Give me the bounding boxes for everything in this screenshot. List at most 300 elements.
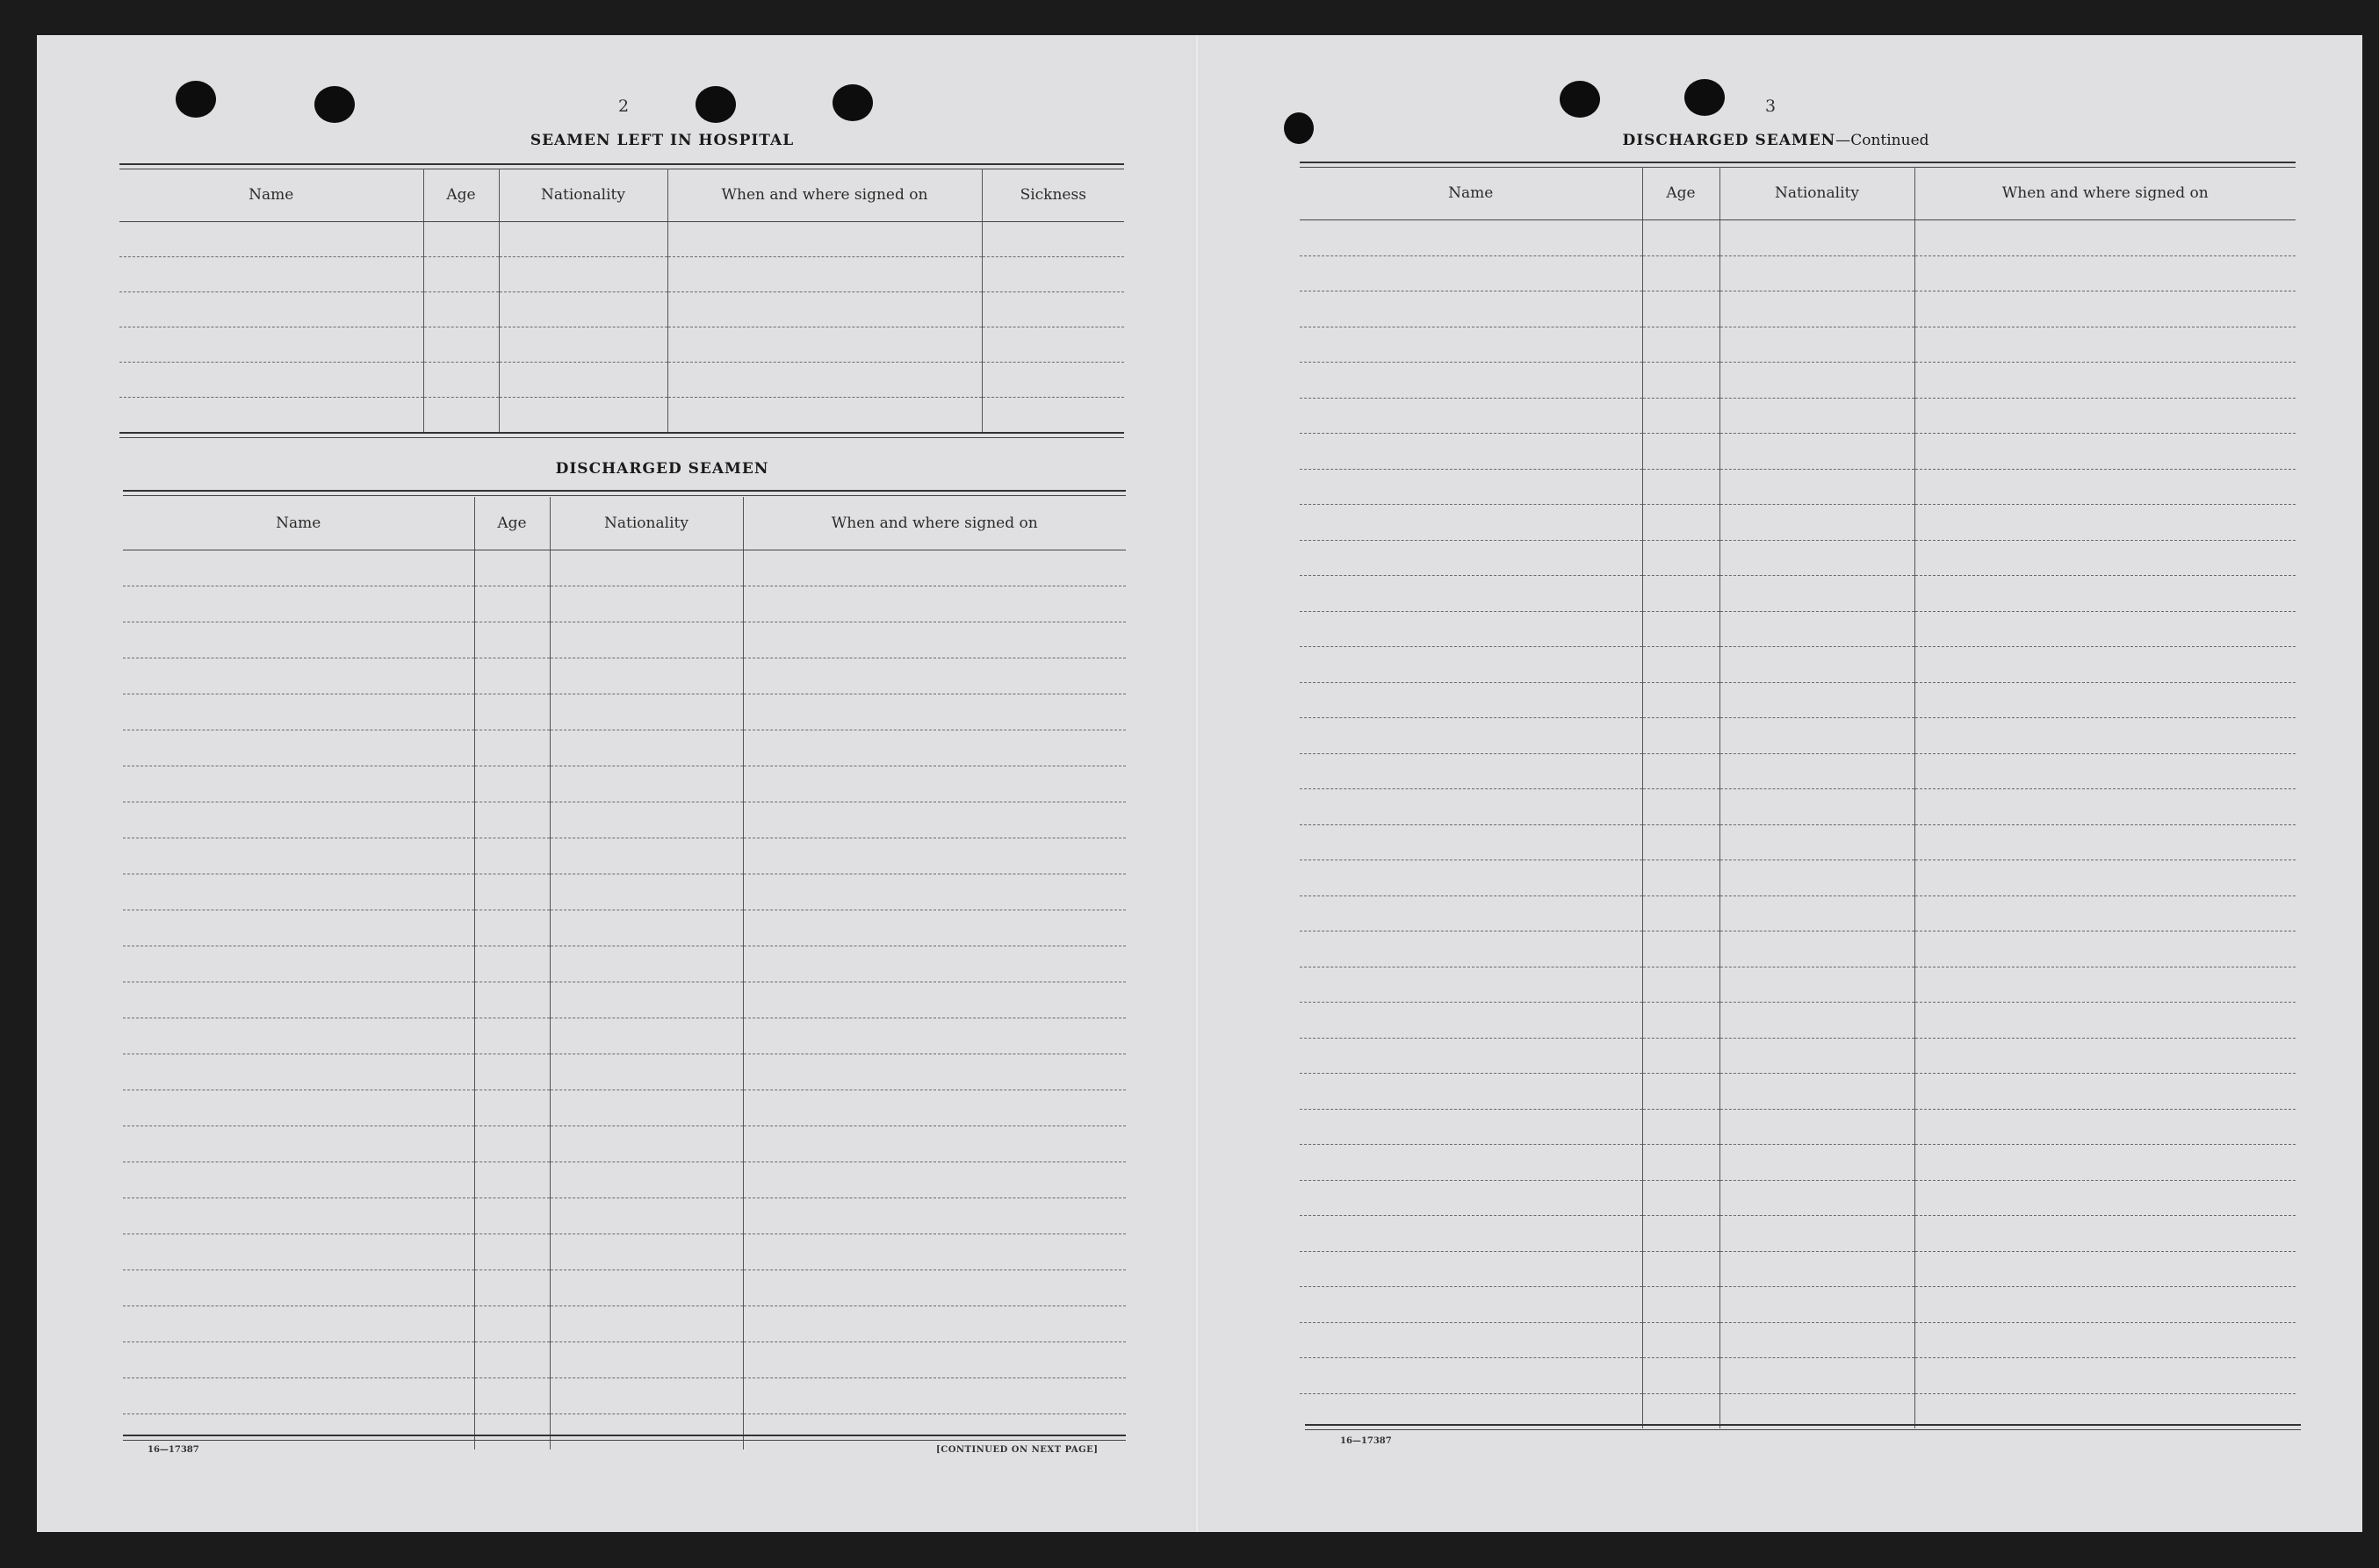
table-cell (1642, 1074, 1719, 1110)
table-cell (1914, 647, 2296, 683)
table-cell (1300, 931, 1642, 967)
table-cell (1719, 967, 1914, 1003)
table-cell (1914, 1251, 2296, 1287)
table-row (119, 398, 1124, 433)
discharged-right-table (1300, 167, 2296, 1428)
table-cell (1300, 1322, 1642, 1358)
table-cell (123, 838, 474, 874)
table-cell (119, 327, 423, 363)
table-cell (1914, 611, 2296, 647)
table-cell (1719, 1074, 1914, 1110)
table-cell (1719, 647, 1914, 683)
table-row (123, 1198, 1126, 1234)
table-cell (1300, 718, 1642, 754)
table-cell (667, 398, 982, 433)
footer-rule (123, 1440, 1126, 1441)
table-cell (1300, 1109, 1642, 1145)
table-cell (423, 363, 499, 398)
table-cell (1914, 931, 2296, 967)
table-row (123, 1270, 1126, 1306)
table-cell (1914, 789, 2296, 825)
column-header: Name (119, 169, 423, 222)
table-row (123, 946, 1126, 982)
table-cell (123, 1018, 474, 1054)
table-cell (119, 292, 423, 327)
table-cell (474, 658, 550, 694)
table-row (123, 1234, 1126, 1270)
column-header: Age (1642, 167, 1719, 220)
table-cell (1642, 1393, 1719, 1428)
table-cell (982, 398, 1124, 433)
table-cell (1914, 327, 2296, 363)
table-cell (1300, 363, 1642, 399)
section-rule (119, 437, 1124, 438)
table-cell (1719, 576, 1914, 612)
table-cell (1300, 1145, 1642, 1181)
table-cell (474, 1162, 550, 1198)
table-cell (743, 1090, 1126, 1126)
table-cell (1642, 220, 1719, 256)
table-cell (123, 658, 474, 694)
table-cell (123, 1126, 474, 1162)
table-cell (1719, 1180, 1914, 1216)
table-row (1300, 718, 2296, 754)
table-cell (1300, 540, 1642, 576)
table-cell (743, 838, 1126, 874)
table-cell (474, 550, 550, 586)
table-cell (1719, 469, 1914, 505)
table-cell (982, 327, 1124, 363)
table-cell (743, 874, 1126, 910)
section-rule (119, 432, 1124, 434)
table-cell (123, 730, 474, 766)
table-row (1300, 1216, 2296, 1252)
table-cell (474, 1270, 550, 1306)
table-cell (474, 766, 550, 802)
table-cell (123, 622, 474, 658)
table-cell (743, 1162, 1126, 1198)
table-cell (1914, 1393, 2296, 1428)
table-row (119, 222, 1124, 257)
table-cell (1642, 363, 1719, 399)
table-row (1300, 931, 2296, 967)
table-cell (1719, 1322, 1914, 1358)
hospital-section-title: SEAMEN LEFT IN HOSPITAL (530, 132, 795, 149)
table-cell (1914, 1003, 2296, 1039)
table-row (1300, 1287, 2296, 1323)
table-cell (1719, 291, 1914, 327)
table-row (1300, 1322, 2296, 1358)
left-page (37, 35, 1194, 1532)
table-cell (123, 874, 474, 910)
table-cell (1914, 860, 2296, 896)
table-cell (1914, 1109, 2296, 1145)
header-rule (119, 163, 1124, 165)
table-cell (1914, 469, 2296, 505)
punch-hole (176, 81, 216, 118)
table-cell (743, 1018, 1126, 1054)
table-cell (1642, 255, 1719, 291)
table-cell (119, 398, 423, 433)
table-cell (1719, 505, 1914, 541)
table-cell (1300, 576, 1642, 612)
table-cell (743, 982, 1126, 1018)
table-cell (1719, 1251, 1914, 1287)
table-cell (119, 222, 423, 257)
table-cell (550, 694, 743, 730)
table-cell (1642, 1322, 1719, 1358)
table-cell (123, 1234, 474, 1270)
table-cell (550, 730, 743, 766)
table-cell (1719, 434, 1914, 470)
table-cell (1300, 1180, 1642, 1216)
table-cell (1719, 398, 1914, 434)
table-cell (1300, 398, 1642, 434)
punch-hole (1684, 79, 1725, 116)
table-cell (1914, 1358, 2296, 1394)
table-cell (1642, 291, 1719, 327)
table-cell (1642, 789, 1719, 825)
table-cell (474, 1378, 550, 1414)
table-cell (499, 257, 667, 292)
table-cell (1719, 1109, 1914, 1145)
table-cell (123, 550, 474, 586)
title-text: DISCHARGED SEAMEN (1622, 132, 1836, 149)
table-row (123, 1414, 1126, 1450)
table-cell (1719, 220, 1914, 256)
table-cell (1719, 1003, 1914, 1039)
table-cell (1642, 647, 1719, 683)
table-cell (743, 1126, 1126, 1162)
table-cell (1300, 505, 1642, 541)
table-row (1300, 1038, 2296, 1074)
table-row (1300, 363, 2296, 399)
table-cell (1719, 682, 1914, 718)
table-cell (1719, 327, 1914, 363)
table-row (1300, 469, 2296, 505)
table-row (123, 1018, 1126, 1054)
table-row (123, 1162, 1126, 1198)
table-cell (474, 1342, 550, 1378)
table-row (119, 363, 1124, 398)
table-cell (667, 327, 982, 363)
table-cell (1642, 718, 1719, 754)
table-cell (123, 1342, 474, 1378)
table-cell (1300, 434, 1642, 470)
table-cell (123, 1270, 474, 1306)
table-row (1300, 1145, 2296, 1181)
table-cell (499, 292, 667, 327)
table-cell (667, 363, 982, 398)
table-row (123, 802, 1126, 838)
table-row (123, 730, 1126, 766)
table-cell (743, 1414, 1126, 1450)
table-cell (474, 946, 550, 982)
table-row (123, 838, 1126, 874)
table-cell (1300, 967, 1642, 1003)
table-row (1300, 1358, 2296, 1394)
table-cell (743, 622, 1126, 658)
table-cell (119, 257, 423, 292)
table-cell (550, 1306, 743, 1342)
table-row (1300, 647, 2296, 683)
table-cell (743, 1270, 1126, 1306)
table-cell (1914, 1074, 2296, 1110)
table-cell (743, 586, 1126, 622)
table-cell (1642, 1287, 1719, 1323)
table-cell (1642, 753, 1719, 789)
table-cell (550, 550, 743, 586)
table-cell (743, 550, 1126, 586)
table-cell (1914, 895, 2296, 931)
footer-rule (1305, 1424, 2301, 1426)
table-cell (474, 622, 550, 658)
table-cell (123, 1162, 474, 1198)
table-row (119, 327, 1124, 363)
table-cell (474, 982, 550, 1018)
table-cell (474, 1414, 550, 1450)
table-cell (743, 910, 1126, 946)
column-header: When and where signed on (667, 169, 982, 222)
column-header: Name (123, 497, 474, 550)
table-cell (1719, 363, 1914, 399)
table-cell (1642, 1180, 1719, 1216)
table-cell (1719, 1393, 1914, 1428)
table-row (123, 550, 1126, 586)
table-cell (474, 1054, 550, 1090)
table-cell (982, 363, 1124, 398)
table-cell (1719, 255, 1914, 291)
discharged-left-table (123, 497, 1126, 1449)
punch-hole (833, 84, 873, 121)
table-cell (550, 658, 743, 694)
table-cell (1642, 895, 1719, 931)
table-cell (1914, 1038, 2296, 1074)
table-cell (1719, 1038, 1914, 1074)
table-cell (550, 1342, 743, 1378)
table-row (1300, 789, 2296, 825)
table-cell (1642, 611, 1719, 647)
table-row (1300, 1251, 2296, 1287)
header-rule (123, 495, 1126, 496)
table-cell (982, 222, 1124, 257)
table-cell (1914, 434, 2296, 470)
table-cell (1300, 789, 1642, 825)
table-cell (423, 257, 499, 292)
table-cell (743, 730, 1126, 766)
column-header: When and where signed on (743, 497, 1126, 550)
table-row (1300, 967, 2296, 1003)
table-cell (1914, 220, 2296, 256)
table-cell (474, 874, 550, 910)
table-cell (550, 1126, 743, 1162)
table-row (1300, 255, 2296, 291)
table-cell (1914, 824, 2296, 860)
table-cell (1914, 1145, 2296, 1181)
table-row (1300, 1109, 2296, 1145)
table-row (123, 874, 1126, 910)
table-cell (123, 766, 474, 802)
table-cell (1914, 682, 2296, 718)
table-cell (1300, 1216, 1642, 1252)
table-cell (423, 292, 499, 327)
column-header: Nationality (499, 169, 667, 222)
table-row (123, 910, 1126, 946)
table-cell (550, 910, 743, 946)
table-row (123, 1378, 1126, 1414)
title-suffix: —Continued (1835, 132, 1929, 149)
table-cell (474, 802, 550, 838)
table-cell (119, 363, 423, 398)
table-cell (1300, 611, 1642, 647)
scanned-form-spread (37, 35, 2362, 1532)
table-cell (1642, 505, 1719, 541)
table-cell (1300, 824, 1642, 860)
table-cell (743, 1054, 1126, 1090)
table-cell (474, 730, 550, 766)
table-row (123, 1306, 1126, 1342)
table-cell (474, 586, 550, 622)
table-cell (1719, 895, 1914, 931)
table-cell (123, 982, 474, 1018)
page-number: 3 (1765, 97, 1777, 116)
table-cell (1642, 1216, 1719, 1252)
table-row (1300, 1074, 2296, 1110)
table-cell (1642, 931, 1719, 967)
table-row (1300, 1003, 2296, 1039)
table-cell (1300, 220, 1642, 256)
table-cell (1642, 434, 1719, 470)
column-header: Nationality (550, 497, 743, 550)
table-cell (743, 658, 1126, 694)
table-cell (1642, 469, 1719, 505)
column-header: Age (474, 497, 550, 550)
table-cell (1642, 1109, 1719, 1145)
table-cell (123, 946, 474, 982)
table-cell (474, 1090, 550, 1126)
header-rule (123, 490, 1126, 492)
footer-rule (123, 1435, 1126, 1436)
table-row (123, 1342, 1126, 1378)
table-cell (743, 1306, 1126, 1342)
table-cell (123, 1378, 474, 1414)
table-cell (1719, 1358, 1914, 1394)
table-cell (550, 982, 743, 1018)
table-cell (1914, 1216, 2296, 1252)
table-cell (550, 802, 743, 838)
table-cell (1300, 895, 1642, 931)
table-cell (1914, 967, 2296, 1003)
table-cell (123, 910, 474, 946)
table-cell (1300, 682, 1642, 718)
table-row (1300, 682, 2296, 718)
table-cell (1300, 1393, 1642, 1428)
table-row (1300, 1393, 2296, 1428)
table-cell (1642, 1003, 1719, 1039)
punch-hole (314, 86, 355, 123)
table-cell (1642, 327, 1719, 363)
table-cell (423, 398, 499, 433)
table-cell (743, 694, 1126, 730)
table-cell (123, 586, 474, 622)
punch-hole (1560, 81, 1600, 118)
table-cell (1914, 1322, 2296, 1358)
table-cell (550, 838, 743, 874)
table-cell (1914, 505, 2296, 541)
table-cell (743, 1342, 1126, 1378)
footer-rule (1305, 1429, 2301, 1430)
punch-hole (1284, 112, 1314, 144)
table-cell (123, 1306, 474, 1342)
table-cell (1914, 718, 2296, 754)
table-row (123, 982, 1126, 1018)
table-cell (474, 1126, 550, 1162)
table-row (1300, 398, 2296, 434)
table-cell (1719, 931, 1914, 967)
table-cell (499, 222, 667, 257)
table-cell (550, 1054, 743, 1090)
table-cell (743, 802, 1126, 838)
table-row (1300, 576, 2296, 612)
table-cell (1914, 255, 2296, 291)
table-row (123, 586, 1126, 622)
column-header: Nationality (1719, 167, 1914, 220)
table-cell (550, 766, 743, 802)
table-cell (1642, 398, 1719, 434)
table-cell (1642, 682, 1719, 718)
table-cell (1719, 824, 1914, 860)
table-row (1300, 434, 2296, 470)
table-cell (1642, 576, 1719, 612)
punch-hole (696, 86, 736, 123)
continued-note: [CONTINUED ON NEXT PAGE] (936, 1445, 1099, 1455)
table-cell (550, 1162, 743, 1198)
table-cell (1914, 576, 2296, 612)
table-cell (550, 586, 743, 622)
table-cell (550, 622, 743, 658)
table-row (123, 622, 1126, 658)
table-cell (982, 292, 1124, 327)
table-cell (550, 874, 743, 910)
table-cell (1300, 860, 1642, 896)
table-cell (123, 802, 474, 838)
table-cell (550, 1270, 743, 1306)
table-row (1300, 1180, 2296, 1216)
table-cell (982, 257, 1124, 292)
table-row (119, 292, 1124, 327)
table-cell (1642, 824, 1719, 860)
table-row (1300, 505, 2296, 541)
table-cell (1719, 540, 1914, 576)
table-cell (550, 1414, 743, 1450)
right-page (1200, 35, 2362, 1532)
table-cell (1719, 1287, 1914, 1323)
table-cell (474, 910, 550, 946)
table-cell (1300, 327, 1642, 363)
table-cell (1300, 1074, 1642, 1110)
table-cell (1914, 291, 2296, 327)
table-row (1300, 860, 2296, 896)
table-cell (1642, 860, 1719, 896)
table-cell (550, 1090, 743, 1126)
table-row (123, 1054, 1126, 1090)
table-cell (1642, 1251, 1719, 1287)
table-cell (499, 398, 667, 433)
table-cell (1300, 1003, 1642, 1039)
table-row (123, 1090, 1126, 1126)
table-cell (499, 327, 667, 363)
table-row (123, 766, 1126, 802)
